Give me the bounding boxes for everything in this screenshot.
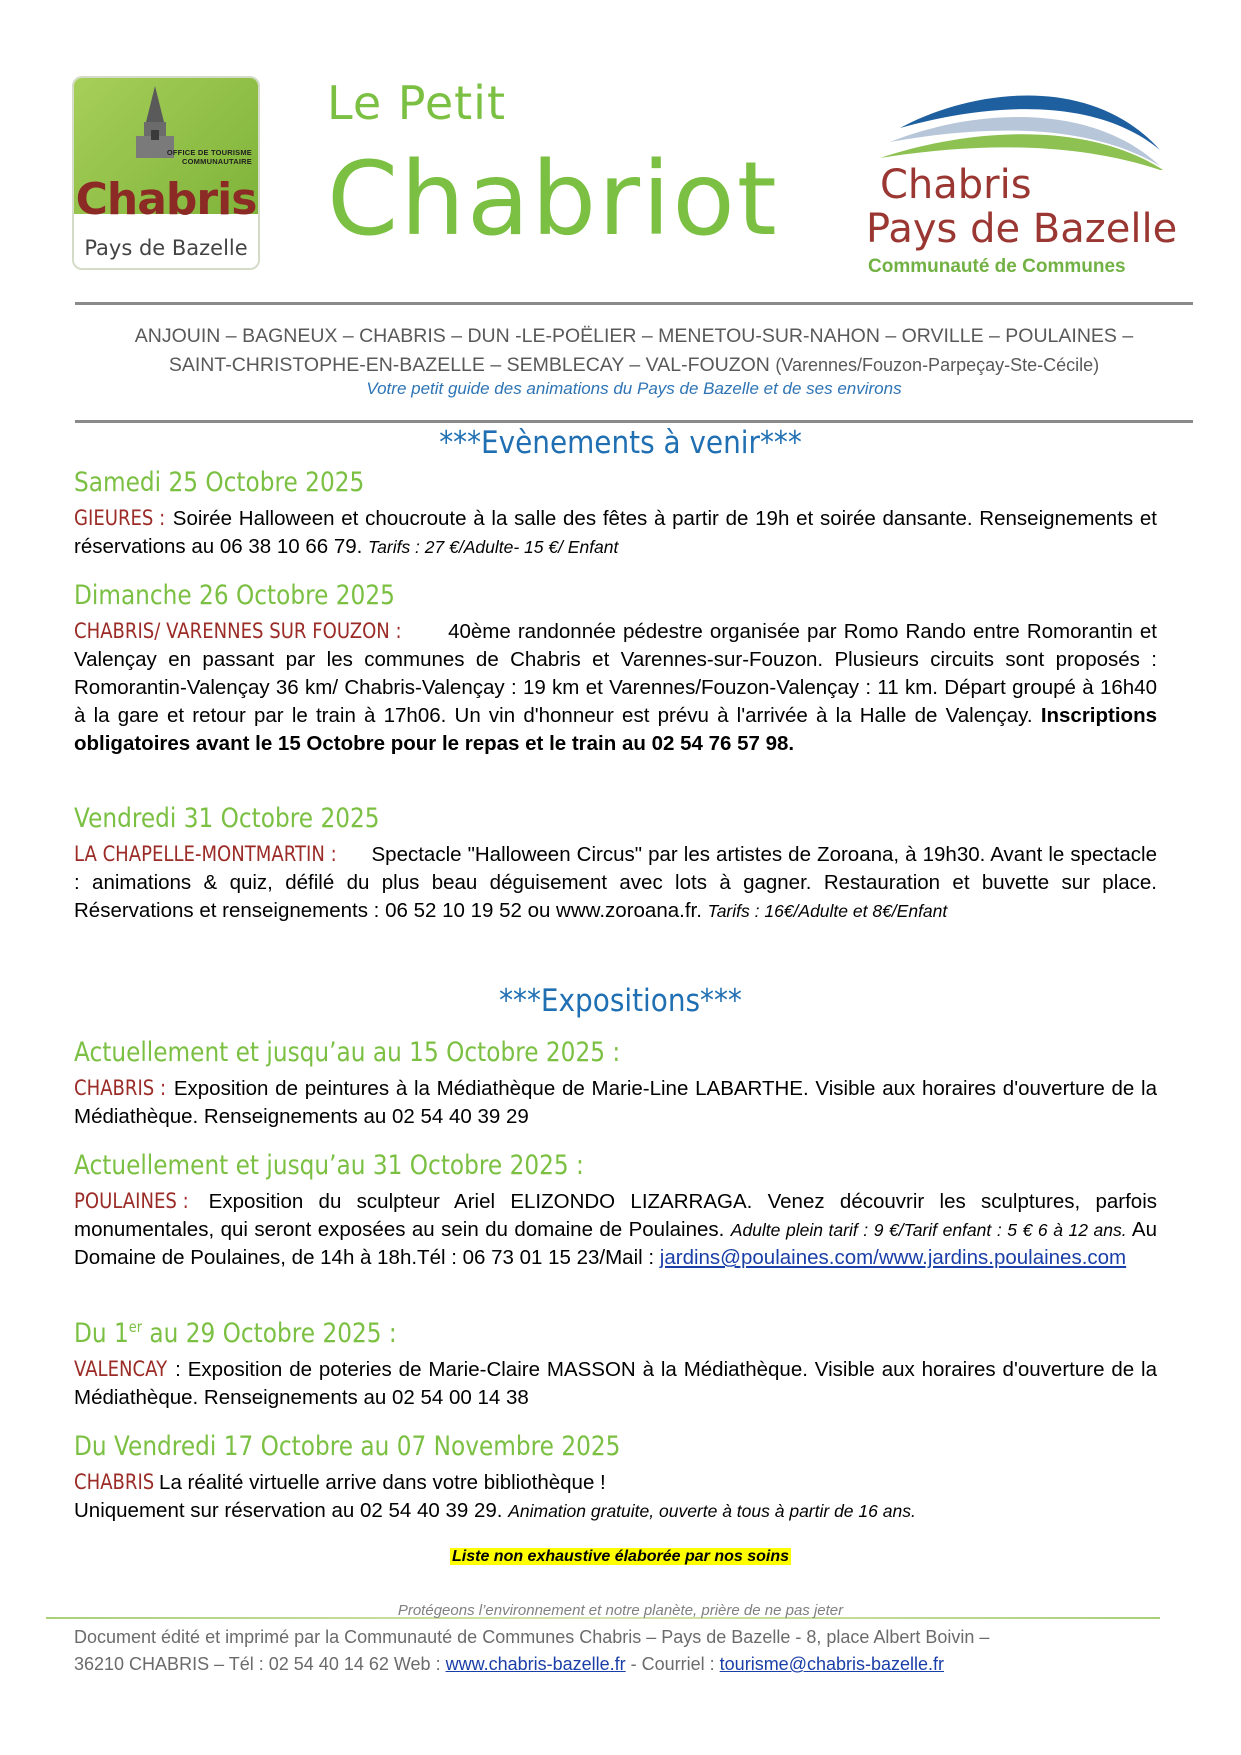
event-description: LA CHAPELLE-MONTMARTIN : Spectacle "Halloween Circus" par les artistes de Zoroana, à 19h30. Avant le spectacle : animations & quiz, défilé du plus beau déguisement avec lots à gagner. Restauration et buvette sur place. Réservations et renseignements : 06 52 10 19 52 ou www.zoroana.fr. Tarifs : 16€/Adulte et 8€/Enfant [74,842,1157,922]
logo-right-chabris: Chabris [880,162,1032,208]
expo-date: Actuellement et jusqu’au 31 Octobre 2025 : [74,1150,584,1181]
expo-description: CHABRIS La réalité virtuelle arrive dans votre bibliothèque ! Uniquement sur réservation au 02 54 40 39 29. Animation gratuite, ouverte à tous à partir de 16 ans. [74,1470,916,1522]
event-place: CHABRIS/ VARENNES SUR FOUZON : [74,619,402,643]
expo-place: CHABRIS [74,1470,155,1494]
expo-description: POULAINES : Exposition du sculpteur Ariel ELIZONDO LIZARRAGA. Venez découvrir les sculptures, parfois monumentales, qui seront exposées au sein du domaine de Poulaines. Adulte plein tarif : 9 €/Tarif enfant : 5 € 6 à 12 ans. Au Domaine de Poulaines, de 14h à 18h.Tél : 06 73 01 15 23/Mail : jardins@poulaines.com/www.jardins.poulaines.com [74,1189,1157,1269]
title-le-petit: Le Petit [327,76,506,130]
poulaines-link[interactable]: jardins@poulaines.com/www.jardins.poulaines.com [659,1246,1127,1269]
event-place: LA CHAPELLE-MONTMARTIN : [74,842,337,866]
swoosh-icon [860,80,1180,170]
office-tourisme-logo [72,76,260,270]
guide-tagline: Votre petit guide des animations du Pays de Bazelle et de ses environs [366,379,902,398]
event-place: GIEURES : [74,506,166,530]
expo-date: Du 1er au 29 Octobre 2025 : [74,1318,397,1349]
logo-right-communaute: Communauté de Communes [868,256,1126,277]
disclaimer-note: Liste non exhaustive élaborée par nos soins [452,1548,789,1565]
office-label: OFFICE DE TOURISME COMMUNAUTAIRE [166,148,252,166]
event-description: GIEURES : Soirée Halloween et choucroute à la salle des fêtes à partir de 19h et soirée dansante. Renseignements et réservations au 06 38 10 66 79. Tarifs : 27 €/Adulte- 15 €/ Enfant [74,506,1157,558]
event-date: Samedi 25 Octobre 2025 [74,467,365,498]
expo-date: Du Vendredi 17 Octobre au 07 Novembre 2025 [74,1431,621,1462]
expo-place: POULAINES : [74,1189,189,1213]
communaute-logo [860,80,1180,280]
events-heading: ***Evènements à venir*** [439,425,802,461]
logo-chabris: Chabris [75,174,257,225]
divider-middle [75,420,1193,423]
footer-eco-message: Protégeons l’environnement et notre planète, prière de ne pas jeter [397,1602,844,1619]
expo-place: CHABRIS : [74,1076,167,1100]
event-date: Dimanche 26 Octobre 2025 [74,580,395,611]
logo-pays-de-bazelle: Pays de Bazelle [84,236,248,260]
footer-address: Document édité et imprimé par la Communauté de Communes Chabris – Pays de Bazelle - 8, place Albert Boivin – 36210 CHABRIS – Tél : 02 54 40 14 62 Web : www.chabris-bazelle.fr - Courriel : tourisme@chabris-bazelle.fr [74,1627,990,1674]
email-link[interactable]: tourisme@chabris-bazelle.fr [719,1654,945,1674]
expo-description: CHABRIS : Exposition de peintures à la Médiathèque de Marie-Line LABARTHE. Visible aux horaires d'ouverture de la Médiathèque. Renseignements au 02 54 40 39 29 [74,1076,1157,1128]
expo-date: Actuellement et jusqu’au au 15 Octobre 2025 : [74,1037,621,1068]
website-link[interactable]: www.chabris-bazelle.fr [445,1654,626,1674]
expositions-heading: ***Expositions*** [499,983,742,1019]
logo-right-pays: Pays de Bazelle [866,206,1178,252]
expo-description: VALENCAY : Exposition de poteries de Marie-Claire MASSON à la Médiathèque. Visible aux horaires d'ouverture de la Médiathèque. Renseignements au 02 54 00 14 38 [74,1357,1157,1409]
event-description: CHABRIS/ VARENNES SUR FOUZON : 40ème randonnée pédestre organisée par Romo Rando entre Romorantin et Valençay en passant par les communes de Chabris et Varennes-sur-Fouzon. Plusieurs circuits sont proposés : Romorantin-Valençay 36 km/ Chabris-Valençay : 19 km et Varennes/Fouzon-Valençay : 11 km. Départ groupé à 16h40 à la gare et retour par le train à 17h06. Un vin d'honneur est prévu à l'arrivée à la Halle de Valençay. Inscriptions obligatoires avant le 15 Octobre pour le repas et le train au 02 54 76 57 98. [74,619,1157,755]
communes-list: ANJOUIN – BAGNEUX – CHABRIS – DUN -LE-POËLIER – MENETOU-SUR-NAHON – ORVILLE – POULAINES – SAINT-CHRISTOPHE-EN-BAZELLE – SEMBLECAY – VAL-FOUZON (Varennes/Fouzon-Parpeçay-Ste-Cécile) [134,325,1134,376]
title-chabriot: Chabriot [327,140,779,259]
divider-top [75,302,1193,305]
expo-place: VALENCAY [74,1357,168,1381]
event-date: Vendredi 31 Octobre 2025 [74,803,380,834]
